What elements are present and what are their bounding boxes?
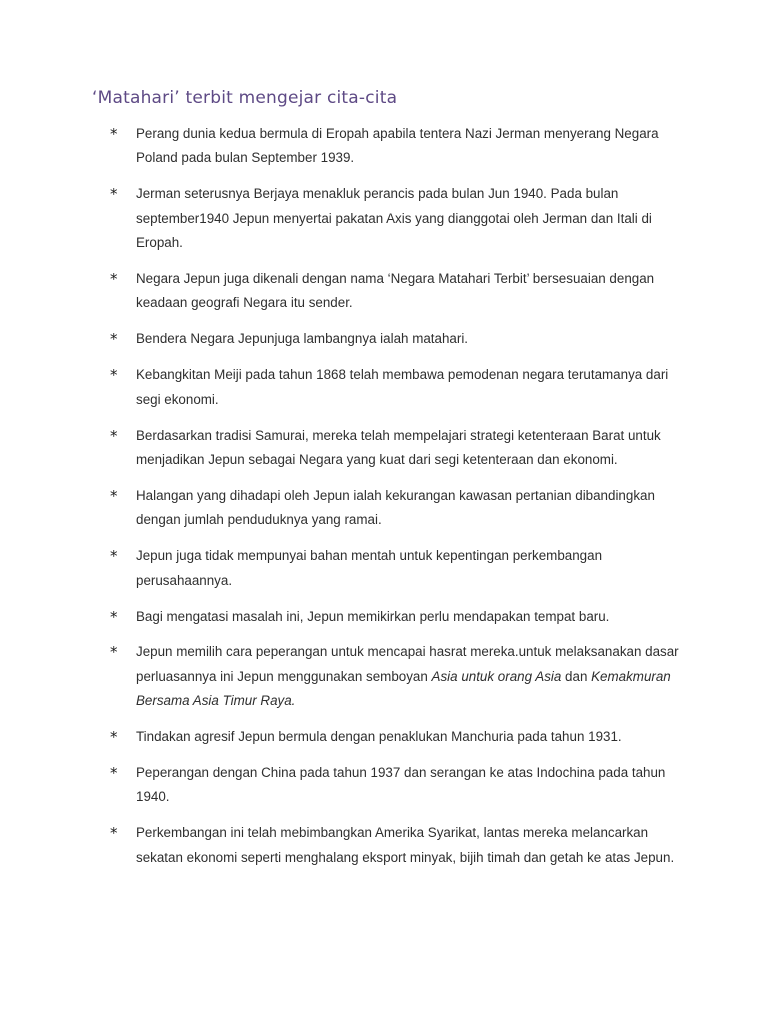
list-item (110, 363, 690, 412)
list-item-text-part: dan (561, 668, 592, 684)
list-item-text: Perkembangan ini telah mebimbangkan Amerika Syarikat, lantas mereka melancarkan sekatan ekonomi seperti menghalang eksport minyak, bijih timah dan getah ke atas Jepun. (136, 825, 675, 865)
asterisk-bullet-icon: * (110, 366, 118, 385)
asterisk-bullet-icon: * (110, 607, 118, 626)
asterisk-bullet-icon: * (110, 125, 118, 143)
asterisk-bullet-icon: * (110, 547, 118, 566)
list-item (110, 761, 690, 810)
list-item (110, 821, 690, 870)
slogan-asia-text: Asia untuk orang Asia (431, 668, 562, 684)
list-item-text: Berdasarkan tradisi Samurai, mereka telah mempelajari strategi ketenteraan Barat untuk menjadikan Jepun sebagai Negara yang kuat dari segi ketenteraan dan ekonomi. (136, 427, 661, 467)
list-item-text: Kebangkitan Meiji pada tahun 1868 telah membawa pemodenan negara terutamanya dari segi ekonomi. (136, 367, 669, 407)
asterisk-bullet-icon: * (110, 185, 118, 204)
list-item-text: Perang dunia kedua bermula di Eropah apabila tentera Nazi Jerman menyerang Negara Poland pada bulan September 1939. (136, 126, 659, 166)
asterisk-bullet-icon: * (110, 764, 118, 783)
list-item (110, 327, 690, 351)
list-item (110, 122, 690, 171)
list-item (110, 544, 690, 593)
list-item-text: Bagi mengatasi masalah ini, Jepun memikirkan perlu mendapakan tempat baru. (136, 608, 610, 624)
list-item-text: Tindakan agresif Jepun bermula dengan penaklukan Manchuria pada tahun 1931. (136, 729, 622, 745)
list-item-text: Jepun juga tidak mempunyai bahan mentah untuk kepentingan perkembangan perusahaannya. (136, 548, 603, 588)
asterisk-bullet-icon: * (110, 486, 118, 505)
asterisk-bullet-icon: * (110, 426, 118, 445)
list-item (110, 725, 690, 749)
list-item (110, 267, 690, 316)
list-item (110, 640, 690, 713)
list-item (110, 182, 690, 255)
list-item-text-part: Jepun memilih cara peperangan untuk mencapai hasrat mereka.untuk melaksanakan dasar perluasannya ini Jepun menggunakan semboyan (136, 644, 679, 684)
bullet-list (110, 122, 690, 882)
document-title: ‘Matahari’ terbit mengejar cita-cita (92, 88, 398, 108)
asterisk-bullet-icon: * (110, 643, 118, 662)
list-item-text: Peperangan dengan China pada tahun 1937 dan serangan ke atas Indochina pada tahun 1940. (136, 765, 666, 805)
list-item-text: Jerman seterusnya Berjaya menakluk perancis pada bulan Jun 1940. Pada bulan september1940 Jepun menyertai pakatan Axis yang dianggotai oleh Jerman dan Itali di Eropah. (136, 186, 652, 251)
list-item-text: Halangan yang dihadapi oleh Jepun ialah kekurangan kawasan pertanian dibandingkan dengan jumlah penduduknya yang ramai. (136, 487, 655, 528)
list-item-text (136, 644, 679, 708)
asterisk-bullet-icon: * (110, 330, 118, 349)
list-item-text: Bendera Negara Jepunjuga lambangnya ialah matahari. (136, 331, 469, 347)
list-item (110, 605, 690, 629)
list-item (110, 484, 690, 533)
asterisk-bullet-icon: * (110, 270, 118, 289)
slogan-kemakmuran-text: Kemakmuran Bersama Asia Timur Raya. (136, 668, 671, 709)
asterisk-bullet-icon: * (110, 824, 118, 843)
list-item (110, 424, 690, 473)
asterisk-bullet-icon: * (110, 728, 118, 747)
list-item-text: Negara Jepun juga dikenali dengan nama ‘Negara Matahari Terbit’ bersesuaian dengan keadaan geografi Negara itu sender. (136, 271, 655, 311)
